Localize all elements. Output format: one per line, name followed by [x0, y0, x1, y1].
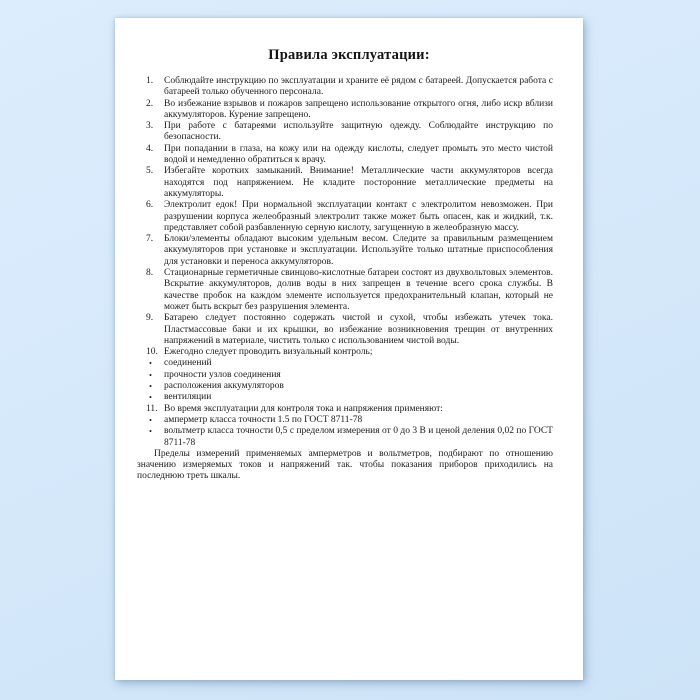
list-item-text: Электролит едок! При нормальной эксплуатации контакт с электролитом невозможен. При разрушении корпуса желеобразный электролит также может быть опасен, как и жидкий, т.к. представляет собой разбавленную серную кислоту, загущенную в желеобразную массу.	[164, 200, 553, 233]
bullet-icon: •	[149, 369, 152, 380]
document-page	[115, 18, 583, 680]
list-item-marker: 4.	[146, 143, 154, 154]
list-item	[137, 347, 553, 358]
list-item-marker: 5.	[146, 166, 154, 177]
list-item	[137, 121, 553, 144]
list-item	[137, 426, 553, 449]
list-item-text: амперметр класса точности 1.5 по ГОСТ 8711-78	[164, 414, 363, 425]
list-item-marker: 9.	[146, 313, 154, 324]
bullet-icon: •	[149, 414, 152, 425]
list-item	[137, 381, 553, 392]
list-item-marker: 6.	[146, 200, 154, 211]
list-item-marker: 11.	[146, 403, 158, 414]
list-item-text: прочности узлов соединения	[164, 369, 281, 380]
list-item-text: Во избежание взрывов и пожаров запрещено использование открытого огня, либо искр вблизи аккумуляторов. Курение запрещено.	[164, 98, 553, 120]
list-item-text: вентиляции	[164, 392, 212, 403]
list-item	[137, 358, 553, 369]
document-title: Правила эксплуатации:	[268, 47, 430, 63]
bullet-icon: •	[149, 358, 152, 369]
list-item-text: При работе с батареями используйте защитную одежду. Соблюдайте инструкцию по безопасности.	[164, 121, 553, 143]
list-item	[137, 313, 553, 347]
list-item-text: Батарею следует постоянно содержать чистой и сухой, чтобы избежать утечек тока. Пластмассовые баки и их крышки, во избежание возникновения трещин от внутренних напряжений в материале, чистить только с использованием чистой воды.	[164, 313, 553, 346]
list-item-marker: 8.	[146, 268, 154, 279]
list-item-text: вольтметр класса точности 0,5 с пределом измерения от 0 до 3 В и ценой деления 0,02 по ГОСТ 8711-78	[164, 426, 553, 448]
list-item	[137, 166, 553, 200]
list-item-marker: 1.	[146, 76, 154, 86]
list-item	[137, 370, 553, 381]
list-item	[137, 144, 553, 167]
list-item	[137, 200, 553, 234]
list-item-marker: 7.	[146, 234, 154, 245]
list-item	[137, 392, 553, 403]
list-item-text: Соблюдайте инструкцию по эксплуатации и храните её рядом с батареей. Допускается работа с батареей только обученного персонала.	[164, 76, 553, 98]
list-item	[137, 404, 553, 415]
list-item-text: расположения аккумуляторов	[164, 381, 284, 392]
list-item	[137, 234, 553, 268]
list-item-text: Блоки/элементы обладают высоким удельным весом. Следите за правильным размещением аккумуляторов при установке и эксплуатации. Используйте только штатные приспособления для установки и переноса аккумуляторов.	[164, 234, 553, 267]
list-item-text: Во время эксплуатации для контроля тока и напряжения применяют:	[164, 403, 443, 414]
list-item-text: Избегайте коротких замыканий. Внимание! Металлические части аккумуляторов всегда находятся под напряжением. Не кладите посторонние металлические предметы на аккумуляторы.	[164, 166, 553, 199]
bullet-icon: •	[149, 426, 152, 437]
closing-paragraph: Пределы измерений применяемых амперметров и вольтметров, подбирают по отношению значению измеряемых токов и напряжений так. чтобы показания приборов приходились на последнюю треть шкалы.	[137, 448, 553, 482]
list-item-text: При попадании в глаза, на кожу или на одежду кислоты, следует промыть это место чистой водой и немедленно обратиться к врачу.	[164, 143, 553, 166]
list-item-text: Ежегодно следует проводить визуальный контроль;	[164, 347, 373, 358]
document-body	[137, 76, 553, 483]
list-item	[137, 99, 553, 122]
bullet-icon: •	[149, 392, 152, 403]
list-item	[137, 76, 553, 99]
list-item-text: соединений	[164, 358, 212, 369]
list-item-marker: 3.	[146, 121, 154, 132]
list-item-text: Стационарные герметичные свинцово-кислотные батареи состоят из двухвольтовых элементов. Вскрытие аккумуляторов, долив воды в них запрещен в течение всего срока службы. В качестве пробок на каждом элементе используется предохранительный клапан, который не может быть вскрыт без разрушения элемента.	[164, 268, 553, 312]
bullet-icon: •	[149, 381, 152, 392]
list-item-marker: 10.	[146, 347, 158, 358]
list-item	[137, 268, 553, 313]
list-item-marker: 2.	[146, 98, 154, 109]
list-item	[137, 415, 553, 426]
